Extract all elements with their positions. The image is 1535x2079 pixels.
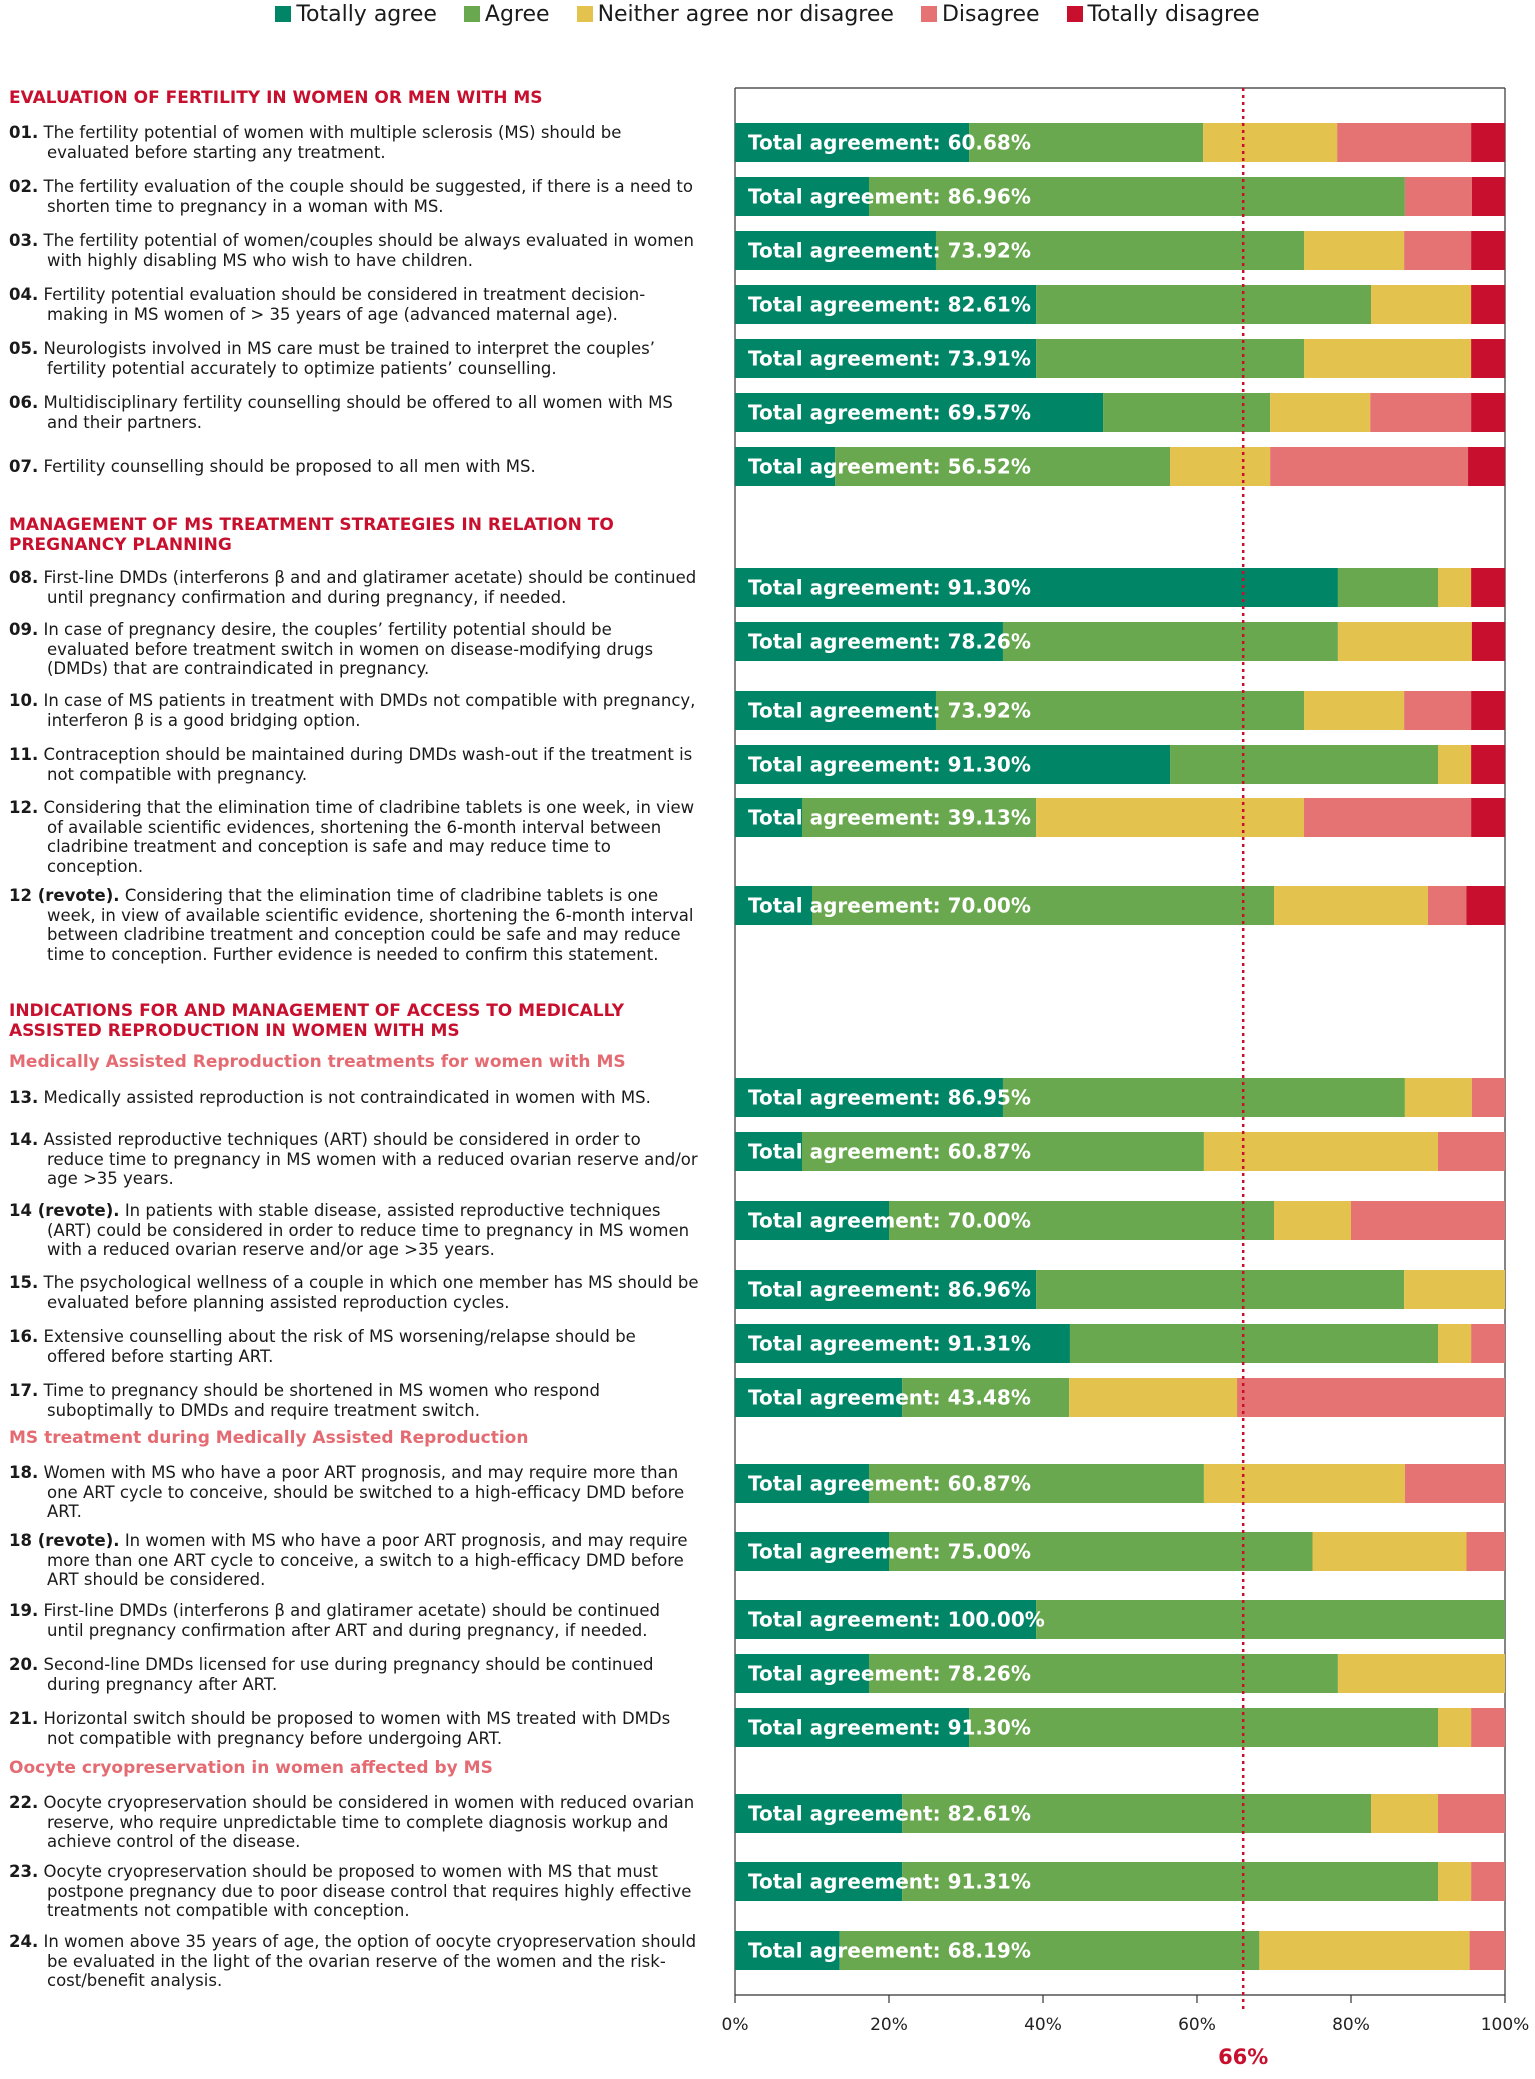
subsection-title-ms-treatment: MS treatment during Medically Assisted Reproduction [9, 1428, 529, 1448]
statement-text: Time to pregnancy should be shortened in MS women who respond suboptimally to DMDs and require treatment switch. [43, 1381, 600, 1420]
statement-text: Oocyte cryopreservation should be considered in women with reduced ovarian reserve, who require unpredictable time to complete diagnosis workup and achieve control of the disease. [43, 1793, 695, 1851]
legend-label: Agree [484, 2, 550, 27]
total-agreement-label: Total agreement: 60.87% [748, 1471, 1031, 1496]
statement-number: 15. [9, 1273, 39, 1292]
statement-number: 20. [9, 1655, 39, 1674]
statement-text: Women with MS who have a poor ART prognosis, and may require more than one ART cycle to conceive, should be switched to a high-efficacy DMD before ART. [43, 1463, 685, 1521]
bar-segment-23-neither-agree-nor-disagree [1438, 1862, 1471, 1901]
total-agreement-label: Total agreement: 78.26% [748, 1661, 1031, 1686]
bar-segment-22-disagree [1438, 1794, 1505, 1833]
subsection-title-oocyte: Oocyte cryopreservation in women affected by MS [9, 1758, 493, 1778]
bar-segment-03-disagree [1404, 231, 1471, 270]
bar-segment-05-agree [1036, 339, 1304, 378]
bar-segment-21-disagree [1471, 1708, 1505, 1747]
statement-number: 17. [9, 1381, 39, 1400]
total-agreement-label: Total agreement: 69.57% [748, 400, 1031, 425]
bar-segment-04-agree [1036, 285, 1371, 324]
statement-number: 07. [9, 457, 39, 476]
bar-segment-14-neither-agree-nor-disagree [1204, 1132, 1438, 1171]
bar-segment-07-neither-agree-nor-disagree [1170, 447, 1270, 486]
bar-segment-21-agree [969, 1708, 1438, 1747]
bar-segment-01-disagree [1337, 123, 1471, 162]
bar-segment-14-revote-disagree [1351, 1201, 1505, 1240]
bar-segment-06-agree [1103, 393, 1270, 432]
statement-text: Considering that the elimination time of cladribine tablets is one week, in view of available scientific evidence, shortening the 6-month interval between cladribine treatment and conception could be safe and may reduce time to conception. Further evidence is needed to confirm this statement. [47, 886, 694, 964]
total-agreement-label: Total agreement: 91.30% [748, 575, 1031, 600]
bar-segment-08-totally-disagree [1471, 568, 1505, 607]
total-agreement-label: Total agreement: 91.30% [748, 752, 1031, 777]
section-title-treatment: MANAGEMENT OF MS TREATMENT STRATEGIES IN RELATION TO PREGNANCY PLANNING [9, 515, 614, 555]
statement-number: 08. [9, 568, 39, 587]
statement-text: The fertility potential of women/couples should be always evaluated in women with highly disabling MS who wish to have children. [43, 231, 694, 270]
bar-segment-12-disagree [1304, 798, 1471, 837]
statement-number: 14. [9, 1130, 39, 1149]
statement-text: Neurologists involved in MS care must be trained to interpret the couples’ fertility potential accurately to optimize patients’ counselling. [43, 339, 655, 378]
x-tick-label: 40% [1024, 2015, 1062, 2035]
bar-segment-03-totally-disagree [1471, 231, 1505, 270]
statement-number: 13. [9, 1088, 39, 1107]
total-agreement-label: Total agreement: 75.00% [748, 1539, 1031, 1564]
bar-segment-19-agree [1036, 1600, 1505, 1639]
bar-segment-06-disagree [1370, 393, 1471, 432]
bar-segment-14-disagree [1438, 1132, 1505, 1171]
x-tick-label: 100% [1480, 2015, 1530, 2035]
bar-segment-15-agree [1036, 1270, 1404, 1309]
statement-text: Multidisciplinary fertility counselling should be offered to all women with MS and their partners. [43, 393, 673, 432]
bar-segment-17-disagree [1237, 1378, 1505, 1417]
total-agreement-label: Total agreement: 70.00% [748, 893, 1031, 918]
statement-number: 18 (revote). [9, 1531, 120, 1550]
bar-segment-09-neither-agree-nor-disagree [1338, 622, 1472, 661]
statement-number: 16. [9, 1327, 39, 1346]
bar-segment-01-totally-disagree [1471, 123, 1505, 162]
statement-text: The fertility evaluation of the couple should be suggested, if there is a need to shorten time to pregnancy in a woman with MS. [43, 177, 693, 216]
total-agreement-label: Total agreement: 60.87% [748, 1139, 1031, 1164]
total-agreement-label: Total agreement: 73.92% [748, 698, 1031, 723]
legend-label: Totally agree [296, 2, 437, 27]
statement-text: Contraception should be maintained during DMDs wash-out if the treatment is not compatible with pregnancy. [43, 745, 693, 784]
statement-text: Oocyte cryopreservation should be proposed to women with MS that must postpone pregnancy due to poor disease control that requires highly effective treatments not compatible with conception. [43, 1862, 692, 1920]
total-agreement-label: Total agreement: 78.26% [748, 629, 1031, 654]
bar-segment-12-neither-agree-nor-disagree [1036, 798, 1304, 837]
total-agreement-label: Total agreement: 68.19% [748, 1938, 1031, 1963]
bar-segment-18-revote-neither-agree-nor-disagree [1313, 1532, 1467, 1571]
statement-text: The fertility potential of women with multiple sclerosis (MS) should be evaluated before starting any treatment. [43, 123, 622, 162]
bar-segment-06-totally-disagree [1471, 393, 1505, 432]
section-title-fertility: EVALUATION OF FERTILITY IN WOMEN OR MEN WITH MS [9, 88, 543, 108]
statement-text: First-line DMDs (interferons β and glatiramer acetate) should be continued until pregnancy confirmation after ART and during pregnancy, if needed. [43, 1601, 660, 1640]
statement-number: 01. [9, 123, 39, 142]
bar-segment-12-revote-neither-agree-nor-disagree [1274, 886, 1428, 925]
total-agreement-label: Total agreement: 82.61% [748, 292, 1031, 317]
total-agreement-label: Total agreement: 60.68% [748, 130, 1031, 155]
subsection-title-mar-treatments: Medically Assisted Reproduction treatments for women with MS [9, 1052, 626, 1072]
statement-number: 05. [9, 339, 39, 358]
legend-label: Neither agree nor disagree [597, 2, 894, 27]
statement-text: Second-line DMDs licensed for use during pregnancy should be continued during pregnancy after ART. [43, 1655, 654, 1694]
statement-text: Medically assisted reproduction is not contraindicated in women with MS. [43, 1088, 651, 1107]
bar-segment-20-neither-agree-nor-disagree [1338, 1654, 1505, 1693]
total-agreement-label: Total agreement: 82.61% [748, 1801, 1031, 1826]
bar-segment-09-totally-disagree [1472, 622, 1505, 661]
legend-label: Disagree [941, 2, 1040, 27]
statement-text: In women above 35 years of age, the option of oocyte cryopreservation should be evaluated in the light of the ovarian reserve of the women and the risk-cost/benefit analysis. [43, 1932, 697, 1990]
statement-text: Fertility potential evaluation should be considered in treatment decision-making in MS women of > 35 years of age (advanced maternal age). [43, 285, 646, 324]
bar-segment-13-agree [1003, 1078, 1405, 1117]
bar-segment-15-neither-agree-nor-disagree [1404, 1270, 1505, 1309]
bar-segment-02-totally-disagree [1472, 177, 1505, 216]
bar-segment-18-neither-agree-nor-disagree [1204, 1464, 1405, 1503]
bar-segment-06-neither-agree-nor-disagree [1270, 393, 1370, 432]
bar-segment-24-disagree [1470, 1931, 1505, 1970]
bar-segment-08-neither-agree-nor-disagree [1438, 568, 1471, 607]
bar-segment-13-neither-agree-nor-disagree [1405, 1078, 1472, 1117]
total-agreement-label: Total agreement: 86.96% [748, 1277, 1031, 1302]
statement-number: 22. [9, 1793, 39, 1812]
total-agreement-label: Total agreement: 43.48% [748, 1385, 1031, 1410]
statement-text: Considering that the elimination time of cladribine tablets is one week, in view of available scientific evidences, shortening the 6-month interval between cladribine treatment and conception is safe and may reduce time to conception. [43, 798, 695, 876]
statement-text: In case of MS patients in treatment with DMDs not compatible with pregnancy, interferon β is a good bridging option. [43, 691, 696, 730]
total-agreement-label: Total agreement: 73.92% [748, 238, 1031, 263]
bar-segment-12-totally-disagree [1471, 798, 1505, 837]
statement-text: In women with MS who have a poor ART prognosis, and may require more than one ART cycle to conceive, a switch to a high-efficacy DMD before ART should be considered. [47, 1531, 688, 1589]
bar-segment-07-disagree [1270, 447, 1468, 486]
bar-segment-14-revote-neither-agree-nor-disagree [1274, 1201, 1351, 1240]
bar-segment-07-totally-disagree [1468, 447, 1505, 486]
statement-number: 12 (revote). [9, 886, 120, 905]
bar-segment-12-revote-disagree [1428, 886, 1467, 925]
bar-segment-10-neither-agree-nor-disagree [1304, 691, 1404, 730]
bar-segment-10-disagree [1404, 691, 1471, 730]
statement-number: 10. [9, 691, 39, 710]
statement-text: Horizontal switch should be proposed to women with MS treated with DMDs not compatible with pregnancy before undergoing ART. [43, 1709, 671, 1748]
bar-segment-10-totally-disagree [1471, 691, 1505, 730]
statement-number: 02. [9, 177, 39, 196]
bar-segment-23-disagree [1471, 1862, 1505, 1901]
threshold-label: 66% [1218, 2045, 1269, 2069]
total-agreement-label: Total agreement: 86.95% [748, 1085, 1031, 1110]
statement-number: 21. [9, 1709, 39, 1728]
bar-segment-16-disagree [1471, 1324, 1505, 1363]
x-tick-label: 80% [1332, 2015, 1370, 2035]
section-title-mar: INDICATIONS FOR AND MANAGEMENT OF ACCESS TO MEDICALLY ASSISTED REPRODUCTION IN WOMEN WITH MS [9, 1001, 625, 1041]
statement-number: 09. [9, 620, 39, 639]
total-agreement-label: Total agreement: 39.13% [748, 805, 1031, 830]
bar-segment-24-neither-agree-nor-disagree [1259, 1931, 1469, 1970]
statement-text: Fertility counselling should be proposed to all men with MS. [43, 457, 536, 476]
bar-segment-08-agree [1338, 568, 1438, 607]
statement-number: 12. [9, 798, 39, 817]
total-agreement-label: Total agreement: 91.31% [748, 1331, 1031, 1356]
statement-number: 14 (revote). [9, 1201, 120, 1220]
x-tick-label: 0% [721, 2015, 749, 2035]
bar-segment-18-revote-disagree [1467, 1532, 1506, 1571]
bar-segment-11-neither-agree-nor-disagree [1438, 745, 1471, 784]
statement-number: 11. [9, 745, 39, 764]
bar-segment-18-disagree [1405, 1464, 1505, 1503]
x-tick-label: 20% [870, 2015, 908, 2035]
statement-number: 04. [9, 285, 39, 304]
total-agreement-label: Total agreement: 70.00% [748, 1208, 1031, 1233]
statement-text: In case of pregnancy desire, the couples’ fertility potential should be evaluated before treatment switch in women on disease-modifying drugs (DMDs) that are contraindicated in pregnancy. [43, 620, 654, 678]
bar-segment-04-totally-disagree [1471, 285, 1505, 324]
x-tick-label: 60% [1178, 2015, 1216, 2035]
statement-number: 06. [9, 393, 39, 412]
bar-segment-21-neither-agree-nor-disagree [1438, 1708, 1471, 1747]
legend-label: Totally disagree [1087, 2, 1260, 27]
bar-segment-11-agree [1170, 745, 1438, 784]
total-agreement-label: Total agreement: 91.31% [748, 1869, 1031, 1894]
statement-text: In patients with stable disease, assisted reproductive techniques (ART) could be considered in order to reduce time to pregnancy in MS women with a reduced ovarian reserve and/or age >35 years. [47, 1201, 690, 1259]
bar-segment-02-disagree [1405, 177, 1472, 216]
statement-number: 03. [9, 231, 39, 250]
bar-segment-09-agree [1003, 622, 1338, 661]
bar-segment-05-neither-agree-nor-disagree [1304, 339, 1471, 378]
bar-segment-11-totally-disagree [1471, 745, 1505, 784]
bar-segment-13-disagree [1472, 1078, 1505, 1117]
total-agreement-label: Total agreement: 100.00% [748, 1607, 1045, 1632]
bar-segment-12-revote-totally-disagree [1467, 886, 1506, 925]
statement-text: Extensive counselling about the risk of MS worsening/relapse should be offered before starting ART. [43, 1327, 636, 1366]
statement-number: 18. [9, 1463, 39, 1482]
bar-segment-01-neither-agree-nor-disagree [1203, 123, 1337, 162]
bar-segment-16-neither-agree-nor-disagree [1438, 1324, 1471, 1363]
bar-segment-05-totally-disagree [1471, 339, 1505, 378]
total-agreement-label: Total agreement: 73.91% [748, 346, 1031, 371]
bar-segment-04-neither-agree-nor-disagree [1371, 285, 1471, 324]
total-agreement-label: Total agreement: 91.30% [748, 1715, 1031, 1740]
statement-text: First-line DMDs (interferons β and and glatiramer acetate) should be continued until pregnancy confirmation and during pregnancy, if needed. [43, 568, 697, 607]
total-agreement-label: Total agreement: 56.52% [748, 454, 1031, 479]
total-agreement-label: Total agreement: 86.96% [748, 184, 1031, 209]
statement-text: The psychological wellness of a couple in which one member has MS should be evaluated before planning assisted reproduction cycles. [43, 1273, 699, 1312]
bar-segment-16-agree [1070, 1324, 1438, 1363]
statement-number: 24. [9, 1932, 39, 1951]
statement-text: Assisted reproductive techniques (ART) should be considered in order to reduce time to pregnancy in MS women with a reduced ovarian reserve and/or age >35 years. [43, 1130, 698, 1188]
bar-segment-17-neither-agree-nor-disagree [1069, 1378, 1237, 1417]
bar-segment-22-neither-agree-nor-disagree [1371, 1794, 1438, 1833]
statement-number: 23. [9, 1862, 39, 1881]
bar-segment-03-neither-agree-nor-disagree [1304, 231, 1404, 270]
statement-number: 19. [9, 1601, 39, 1620]
